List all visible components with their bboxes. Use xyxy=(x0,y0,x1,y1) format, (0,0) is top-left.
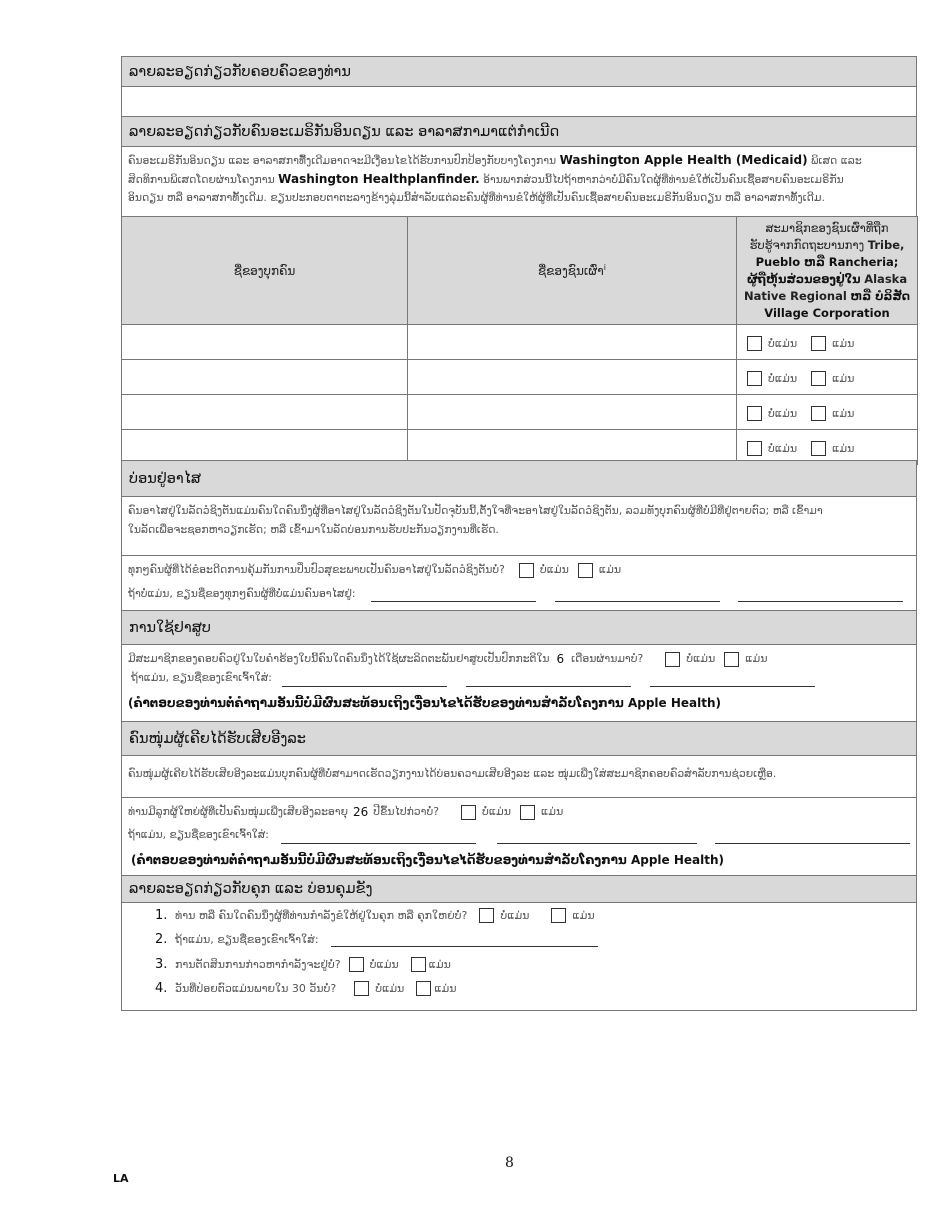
family-blank-row[interactable] xyxy=(121,87,917,116)
yes-label: ແມ່ນ xyxy=(598,563,622,576)
col-header-tribe xyxy=(408,217,737,325)
col-member-line5-text: ຫລື ບໍລິສັດ xyxy=(850,288,910,303)
foster-question xyxy=(128,804,572,821)
tribal-section-heading xyxy=(121,116,917,147)
jail-section-heading xyxy=(121,875,917,903)
col-member-line6: Village Corporation xyxy=(764,305,890,320)
col-member-native-regional: Native Regional xyxy=(744,288,847,303)
tribal-intro-line1 xyxy=(128,152,908,170)
tribal-intro-line2-text: ສິດທິການພິເສດໂດຍຜ່ານໂຄງການ xyxy=(128,173,275,186)
residence-question xyxy=(128,562,630,579)
foster-question-end: ປີຂຶ້ນໄປກ່ວາບໍ່? xyxy=(373,805,439,818)
family-section-heading xyxy=(121,56,917,87)
no-label: ບໍ່ແມ່ນ xyxy=(768,406,798,420)
tobacco-no-checkbox[interactable] xyxy=(665,652,680,667)
page-number: 8 xyxy=(505,1155,514,1171)
tobacco-question-end: ເດືອນຜ່ານມາບໍ? xyxy=(571,652,644,665)
residence-no-checkbox[interactable] xyxy=(519,563,534,578)
no-label: ບໍ່ແມ່ນ xyxy=(768,371,798,385)
table-row xyxy=(122,360,918,395)
person-name-cell[interactable] xyxy=(122,360,408,395)
foster-name-line-2[interactable] xyxy=(497,843,697,844)
jail-q4-yes-checkbox[interactable] xyxy=(416,981,431,996)
jail-q4-no-checkbox[interactable] xyxy=(354,981,369,996)
tribe-name-cell[interactable] xyxy=(408,325,737,360)
foster-yes-checkbox[interactable] xyxy=(520,805,535,820)
member-choice-cell xyxy=(737,360,918,395)
tobacco-name-line-2[interactable] xyxy=(466,686,631,687)
no-label: ບໍ່ແມ່ນ xyxy=(369,958,399,971)
yes-label: ແມ່ນ xyxy=(832,336,855,350)
list-number: 3. xyxy=(155,957,168,972)
residence-name-line-1[interactable] xyxy=(371,601,536,602)
foster-followup: ຖ້າແມ່ນ, ຂຽນຊື່ຂອງເຂົາເຈົ້າໃສ່: xyxy=(128,828,269,841)
no-checkbox[interactable] xyxy=(747,406,762,421)
no-checkbox[interactable] xyxy=(747,336,762,351)
tobacco-question-text: ມີສະມາຊິກຂອງຄອບຄົວຢູ່ໃນໃບຄຳຮ້ອງໃບນີ້ຄົນໃດຄົນນຶ່ງໄດ້ໃຊ້ຜະລິດຕະພັນຢາສູບເປັນປົກກະຕິໃນ xyxy=(128,652,550,665)
residence-section-heading xyxy=(121,460,917,497)
apple-health-medicaid-name: Washington Apple Health (Medicaid) xyxy=(559,153,808,167)
tribe-name-cell[interactable] xyxy=(408,360,737,395)
no-label: ບໍ່ແມ່ນ xyxy=(768,336,798,350)
jail-question-3: ການຕັດສິນການກ່າວຫາກຳລັງຈະຢູ່ບໍ່? xyxy=(175,958,341,971)
tribal-intro-line3: ອິນດຽນ ຫລື ອາລາສກາທັ້ງເດີມ. ຂຽນປະກອບຕາຕະລາງຂ້າງລຸ່ມນີ້ສຳລັບແຕ່ລະຄົນຜູ້ທີ່ທ່ານຂໍໃຫ້ຜູ້ທີ່ເປັນຄົນເຊື້ອສາຍຄົນອະເມຣິກັນອິນດຽນ ຫລື ອາລາສກາທັ້ງເດີມ. xyxy=(128,191,825,204)
tribal-intro xyxy=(121,147,917,216)
tobacco-box xyxy=(121,645,917,721)
col-member-line4 xyxy=(740,271,914,288)
tobacco-section-title: ການໃຊ້ຢາສູບ xyxy=(129,619,211,636)
jail-q3-no-checkbox[interactable] xyxy=(349,957,364,972)
no-label: ບໍ່ແມ່ນ xyxy=(375,982,405,995)
residence-name-line-2[interactable] xyxy=(555,601,720,602)
col-member-line2-text: ຮັບຮູ້ຈາກກົດຖະບານກາງ xyxy=(749,237,865,252)
foster-no-checkbox[interactable] xyxy=(461,805,476,820)
col-member-line2 xyxy=(740,237,914,254)
residence-followup: ຖ້າບໍ່ແມ່ນ, ຂຽນຊື່ຂອງທຸກໆຄົນຜູ້ທີ່ບໍ່ແມ່ນຄົນອາໄສຢູ່: xyxy=(128,587,356,600)
yes-label: ແມ່ນ xyxy=(572,909,595,922)
foster-question-box xyxy=(121,798,917,875)
no-label: ບໍ່ແມ່ນ xyxy=(539,563,569,576)
tobacco-note xyxy=(128,696,721,710)
tribal-table-header xyxy=(122,217,918,325)
col-person-label: ຊື່ຂອງບຸກຄົນ xyxy=(233,263,296,278)
list-number: 1. xyxy=(155,908,168,923)
col-header-person xyxy=(122,217,408,325)
residence-yes-checkbox[interactable] xyxy=(578,563,593,578)
foster-name-line-3[interactable] xyxy=(715,843,910,844)
col-header-member xyxy=(737,217,918,325)
residence-desc-line1: ຄົນອາໄສຢູ່ໃນລັດວໍຊິງຕັນແມ່ນຄົນໃດຄົນນຶ່ງຜູ້ທີ່ອາໄສຢູ່ໃນລັດວໍຊິງຕັນໃນປັດຈຸບັນນີ້,ຕັ້ງໃຈທີ່ຈະອາໄສຢູ່ໃນລັດວໍຊິງຕັນ, ລວມທັງບຸກຄົນຜູ້ທີ່ບໍ່ມີທີ່ຢູ່ຕາຍຕົວ; ຫລື ເຂົ້າມາ xyxy=(128,504,823,517)
yes-label: ແມ່ນ xyxy=(745,652,768,665)
jail-q1-no-checkbox[interactable] xyxy=(479,908,494,923)
tribal-section-title: ລາຍລະອຽດກ່ຽວກັບຄົນອະເມຣິກັນອິນດຽນ ແລະ ອາລາສກາມາແຕ່ກຳເນີດ xyxy=(129,123,560,140)
yes-label: ແມ່ນ xyxy=(832,371,855,385)
list-item xyxy=(155,957,460,972)
list-number: 2. xyxy=(155,932,168,947)
person-name-cell[interactable] xyxy=(122,325,408,360)
no-checkbox[interactable] xyxy=(747,441,762,456)
person-name-cell[interactable] xyxy=(122,395,408,430)
list-item xyxy=(155,981,466,996)
language-code: LA xyxy=(113,1172,129,1185)
col-member-line4-text: ຜູ້ຖືຫຸ້ນສ່ວນຂອງຢູ່ໃນ xyxy=(746,271,861,286)
tribal-intro-line2 xyxy=(128,171,908,189)
foster-note xyxy=(131,853,724,867)
col-member-alaska: Alaska xyxy=(864,271,908,286)
foster-note-program: Apple Health) xyxy=(630,853,725,867)
foster-question-text: ທ່ານມີລູກຜູ້ໃຫຍ່ຜູ້ທີ່ເປັນຄົນໜຸ່ມເພີ່ງເສີຍອີງລະອາຍຸ xyxy=(128,805,348,818)
residence-section-title: ບ່ອນຢູ່ອາໄສ xyxy=(129,470,202,487)
tobacco-name-line-3[interactable] xyxy=(650,686,815,687)
member-choice-cell xyxy=(737,325,918,360)
yes-checkbox[interactable] xyxy=(811,336,826,351)
table-row xyxy=(122,395,918,430)
no-label: ບໍ່ແມ່ນ xyxy=(500,909,530,922)
tribal-intro-line2-end: ອ້ານພາກສ່ວນນີ້ໄປຖ້າຫາກວ່າບໍ່ມີຄົນໃດຜູ້ທີ່ທ່ານຂໍໃຫ້ເປັນຄົນເຊື້ອສາຍຄົນອະເມຣິກັນ xyxy=(483,173,844,186)
yes-label: ແມ່ນ xyxy=(832,441,855,455)
yes-checkbox[interactable] xyxy=(811,406,826,421)
tobacco-note-program: Apple Health) xyxy=(627,696,722,710)
no-label: ບໍ່ແມ່ນ xyxy=(768,441,798,455)
tobacco-yes-checkbox[interactable] xyxy=(724,652,739,667)
residence-name-line-3[interactable] xyxy=(738,601,903,602)
list-item xyxy=(155,908,604,923)
jail-q3-yes-checkbox[interactable] xyxy=(411,957,426,972)
yes-checkbox[interactable] xyxy=(811,441,826,456)
tobacco-section-heading xyxy=(121,610,917,645)
list-number: 4. xyxy=(155,981,168,996)
col-member-line3: Pueblo ຫລື Rancheria; xyxy=(755,254,899,269)
foster-age: 26 xyxy=(353,805,369,819)
residence-desc-line2: ໃນລັດເພື່ອຈະຊອກຫາວຽກເຮັດ; ຫລື ເຂົ້າມາໃນລັດບ່ອນການຮັບປະກັນວຽກງານທີ່ເຮັດ. xyxy=(128,523,499,536)
foster-section-heading xyxy=(121,721,917,756)
no-label: ບໍ່ແມ່ນ xyxy=(481,805,512,818)
jail-question-1: ທ່ານ ຫລື ຄົນໃດຄົນນຶ່ງຜູ້ທີ່ທ່ານກຳລັງຂໍໃຫ້ຢູ່ໃນຄຸກ ຫລື ຄຸກໃຫຍ່ບໍ່? xyxy=(175,909,468,922)
tribal-table xyxy=(121,216,918,465)
residence-desc-box xyxy=(121,497,917,556)
foster-section-title: ຄົນໜຸ່ມຜູ້ເຄີຍໄດ້ຮັບເສີຍອີງລະ xyxy=(129,730,306,747)
foster-desc: ຄົນໜຸ່ມຜູ້ເຄີຍໄດ້ຮັບເສີຍອີງລະແມ່ນບຸກຄົນຜູ້ທີ່ບໍ່ສາມາດເຮັດວຽກງານໄດ້ບ່ອນຄວາມເສີຍອີງລະ ແລະ ໜຸ່ມເພີ່ງໃສ່ສະມາຊິກຄອບຄົວສຳລັບການຊ່ວຍເຫຼືອ. xyxy=(128,767,777,780)
jail-section-title: ລາຍລະອຽດກ່ຽວກັບຄຸກ ແລະ ບ່ອນຄຸມຂັງ xyxy=(129,881,373,897)
yes-checkbox[interactable] xyxy=(811,371,826,386)
jail-name-line[interactable] xyxy=(331,946,598,947)
col-member-tribe: Tribe, xyxy=(867,237,905,252)
yes-label: ແມ່ນ xyxy=(428,958,451,971)
foster-desc-box xyxy=(121,756,917,798)
jail-q1-yes-checkbox[interactable] xyxy=(551,908,566,923)
no-checkbox[interactable] xyxy=(747,371,762,386)
tobacco-followup: ຖ້າແມ່ນ, ຂຽນຊື່ຂອງເຂົາເຈົ້າໃສ່: xyxy=(131,671,272,684)
list-item xyxy=(155,932,319,947)
tribe-name-cell[interactable] xyxy=(408,395,737,430)
tribal-intro-line1-end: ພິເສດ ແລະ xyxy=(811,154,862,167)
yes-label: ແມ່ນ xyxy=(541,805,564,818)
tobacco-months: 6 xyxy=(556,652,565,666)
yes-label: ແມ່ນ xyxy=(434,982,457,995)
col-member-line5 xyxy=(740,288,914,305)
tribal-intro-line1-text: ຄົນອະເມຣິກັນອິນດຽນ ແລະ ອາລາສກາທີ່ັງເດີມອາດຈະມີເງື່ອນໄຂໄດ້ຮັບການປົກປ້ອງກັບບາງໂຄງການ xyxy=(128,154,557,167)
foster-note-text: (ຄຳຕອບຂອງທ່ານຕໍ່ຄຳຖາມອັນນີ້ບໍ່ມີຜົນສະທ້ອນເຖິງເງື່ອນໄຂໄດ້ຮັບຂອງທ່ານສຳລັບໂຄງການ xyxy=(131,853,627,867)
no-label: ບໍ່ແມ່ນ xyxy=(686,652,716,665)
footnote-marker: i xyxy=(603,263,607,272)
yes-label: ແມ່ນ xyxy=(832,406,855,420)
col-tribe-label: ຊື່ຂອງຊົນເຜົ່າ xyxy=(537,264,604,278)
foster-name-line-1[interactable] xyxy=(281,843,476,844)
family-section-title: ລາຍລະອຽດກ່ຽວກັບຄອບຄົວຂອງທ່ານ xyxy=(129,63,351,80)
tobacco-note-text: (ຄຳຕອບຂອງທ່ານຕໍ່ຄຳຖາມອັນນີ້ບໍ່ມີຜົນສະທ້ອນເຖິງເງື່ອນໄຂໄດ້ຮັບຂອງທ່ານສຳລັບໂຄງການ xyxy=(128,696,624,710)
residence-question-text: ທຸກໆຄົນຜູ້ທີ່ໄດ້ຂໍອະດີດການຄຸ້ມກັນການປິ່ນປົວສຸຂະພາບເປັນຄົນອາໄສຢູ່ໃນລັດວໍຊິງຕັນບໍ່? xyxy=(128,563,505,576)
table-row xyxy=(122,325,918,360)
member-choice-cell xyxy=(737,395,918,430)
tobacco-name-line-1[interactable] xyxy=(282,686,447,687)
col-member-line1: ສະມາຊິກຂອງຊົນເຜົ່າທີ່ຖືກ xyxy=(765,220,889,235)
tobacco-question xyxy=(128,651,776,668)
jail-question-4: ວັນທີ່ປ່ອຍຕົວແມ່ນພາຍໃນ 30 ວັນບໍ່? xyxy=(175,982,337,995)
jail-question-2: ຖ້າແມ່ນ, ຂຽນຊື່ຂອງເຂົາເຈົ້າໃສ່: xyxy=(175,933,319,946)
healthplanfinder-name: Washington Healthplanfinder. xyxy=(278,172,480,186)
